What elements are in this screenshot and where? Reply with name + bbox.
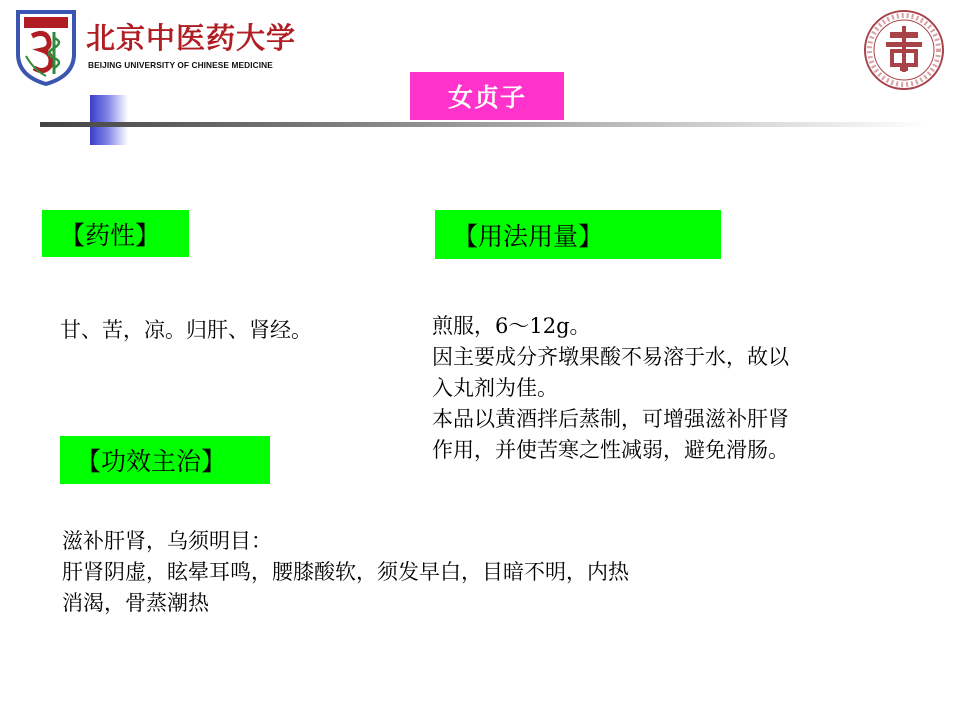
usage-text — [432, 311, 789, 466]
section-label-efficacy: 【功效主治】 — [60, 436, 270, 484]
university-name-cn: 北京中医药大学 — [86, 21, 297, 55]
usage-line: 作用，并使苦寒之性减弱，避免滑肠。 — [432, 438, 789, 462]
header-divider — [40, 122, 930, 127]
efficacy-line: 消渴，骨蒸潮热 — [62, 591, 209, 615]
efficacy-line: 肝肾阴虚，眩晕耳鸣，腰膝酸软，须发早白，目暗不明，内热 — [62, 560, 629, 584]
university-logo-icon — [14, 8, 78, 86]
usage-line: 因主要成分齐墩果酸不易溶于水，故以 — [432, 345, 789, 369]
university-name-en: BEIJING UNIVERSITY OF CHINESE MEDICINE — [88, 60, 273, 70]
property-text — [60, 315, 312, 346]
usage-line: 煎服，6～12g。 — [432, 314, 591, 338]
section-label-usage: 【用法用量】 — [435, 210, 721, 259]
decorative-square — [90, 95, 128, 145]
school-seal-icon — [862, 8, 946, 92]
usage-line: 入丸剂为佳。 — [432, 376, 558, 400]
property-line: 甘、苦，凉。归肝、肾经。 — [60, 318, 312, 342]
efficacy-text — [62, 526, 629, 619]
efficacy-line: 滋补肝肾，乌须明目： — [62, 529, 272, 553]
usage-line: 本品以黄酒拌后蒸制，可增强滋补肝肾 — [432, 407, 789, 431]
page-title: 女贞子 — [410, 72, 564, 120]
section-label-property: 【药性】 — [42, 210, 189, 257]
